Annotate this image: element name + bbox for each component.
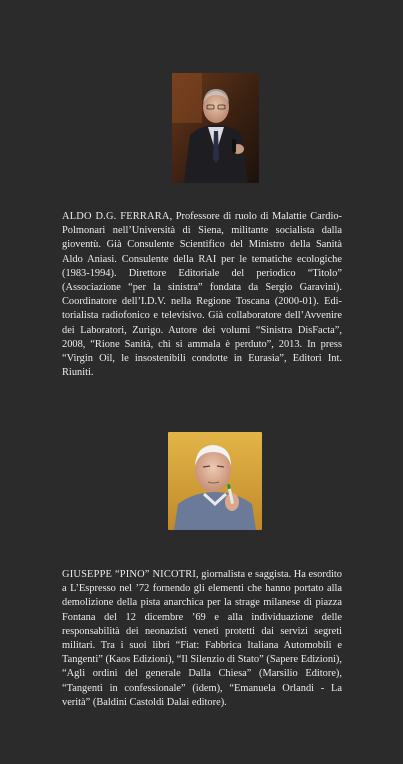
author-bio-text: , giornalista e saggista. Ha esordito a L’Espresso nel ’72 fornendo gli elementi che hanno portato alla demolizione della pista anarchica per la strage milanese di piazza Fontana del 12 dicembre ’69 e alla individuazione delle responsabilità dei neonazisti veneti protetti dai servizi segreti militari. Tra i suoi libri “Fiat: Fabbrica Italiana Automobili e Tangenti” (Kaos Edizioni), “Il Silenzio di Stato” (Sapere Edizioni), “Agli ordini del generale Dalla Chiesa” (Marsilio Editore), “Tangenti in confessionale” (idem), “Emanuela Orlandi - La verità” (Baldini Castoldi Dalai editore). [62, 569, 342, 708]
author-bio-ferrara [62, 210, 342, 380]
photo-image [168, 432, 262, 530]
author-photo-nicotri [168, 432, 262, 530]
author-bio-text: , Professore di ruolo di Malattie Cardio-Polmonari nell’Università di Siena, militante socialista dalla gioventù. Già Consulente Scientifico del Ministro della Sanità Aldo Aniasi. Consulente della RAI per le tematiche ecologiche (1983-1994). Direttore Editoriale del periodico “Titolo” (Associazione “per la sinistra” fondata da Sergio Garavini). Coordinatore dell’I.D.V. nella Regione Toscana (2000-01). Editorialista radiofonico e televisivo. Già collaboratore dell’Avvenire dei Laboratori, Zurigo. Autore dei volumi “Sinistra DisFacta”, 2008, “Rione Sanità, chi si ammala è perduto”, 2013. In press “Virgin Oil, le insostenibili condotte in Eurasia”, Editori Int. Riuniti. [62, 211, 342, 379]
author-bio-nicotri [62, 568, 342, 710]
author-photo-ferrara [172, 73, 259, 183]
author-name: ALDO D.G. FERRARA [62, 211, 170, 222]
photo-image [172, 73, 259, 183]
author-name: GIUSEPPE “PINO” NICOTRI [62, 569, 197, 580]
